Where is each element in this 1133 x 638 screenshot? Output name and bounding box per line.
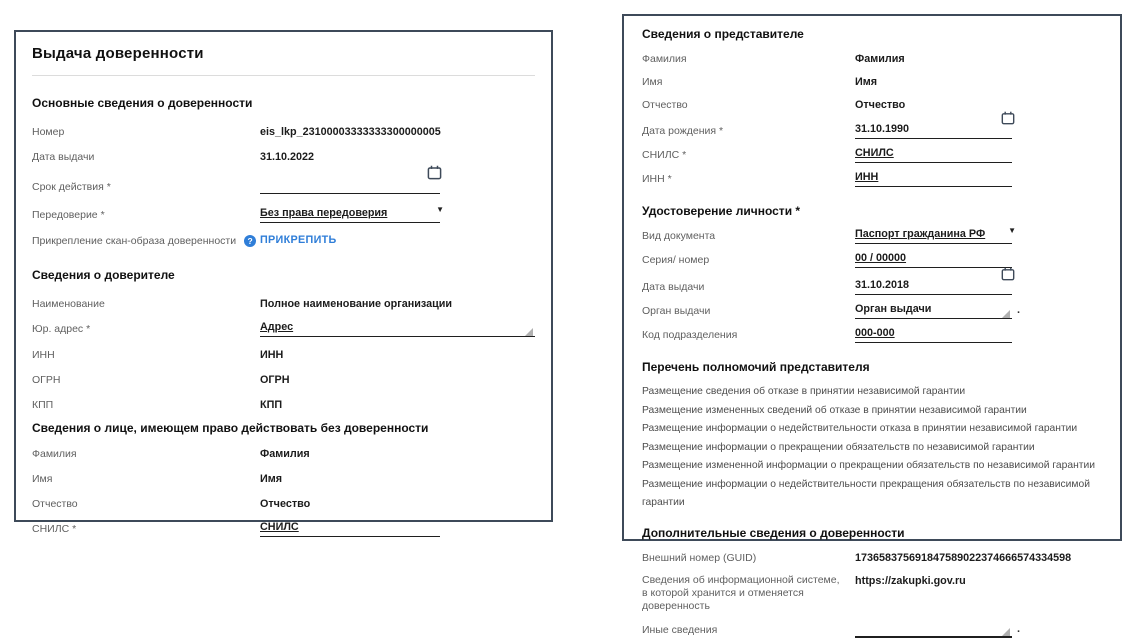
field-row-rep-inn — [642, 170, 1102, 187]
division-code-label: Код подразделения — [642, 329, 738, 341]
rep-firstname-value: Имя — [855, 76, 878, 88]
rep-surname-label: Фамилия — [642, 53, 687, 65]
field-row-rep-surname — [642, 50, 1102, 66]
field-row-ogrn — [32, 371, 535, 387]
issuing-authority-label: Орган выдачи — [642, 305, 711, 317]
chevron-down-icon[interactable]: ▼ — [436, 205, 444, 214]
power-of-attorney-issue-panel — [14, 30, 553, 535]
issue-date-label: Дата выдачи — [32, 151, 95, 163]
substitution-label: Передоверие * — [32, 209, 105, 221]
resize-handle-icon[interactable] — [525, 328, 533, 336]
trailing-dot: . — [1017, 622, 1021, 635]
field-row-validity — [32, 178, 535, 194]
field-row-guid — [642, 549, 1102, 565]
doc-issue-date-input[interactable]: 31.10.2018 — [855, 278, 1012, 295]
rep-firstname-label: Имя — [642, 76, 663, 88]
org-name-value: Полное наименование организации — [260, 298, 452, 310]
number-label: Номер — [32, 126, 65, 138]
doc-issue-date-label: Дата выдачи — [642, 281, 705, 293]
section-authorized-person: Сведения о лице, имеющем право действовать без доверенности — [32, 421, 429, 435]
power-item: Размещение сведения об отказе в принятии независимой гарантии — [642, 386, 966, 397]
rep-snils-label: СНИЛС * — [642, 149, 687, 161]
power-item: Размещение информации о недействительности отказа в принятии независимой гарантии — [642, 423, 1078, 434]
substitution-select[interactable]: Без права передоверия ▼ — [260, 206, 440, 223]
org-name-label: Наименование — [32, 298, 105, 310]
resize-handle-icon[interactable] — [1002, 628, 1010, 636]
section-main-info: Основные сведения о доверенности — [32, 96, 253, 110]
issue-date-value: 31.10.2022 — [260, 151, 315, 163]
number-value: eis_lkp_23100003333333300000005 — [260, 126, 441, 138]
field-row-issue-date — [32, 148, 535, 164]
field-row-firstname — [32, 470, 535, 486]
surname-value: Фамилия — [260, 448, 310, 460]
doc-type-select[interactable]: Паспорт гражданина РФ ▼ — [855, 227, 1012, 244]
powers-list — [642, 383, 1102, 513]
guid-value: 173658375691847589022374666574334598 — [855, 551, 1072, 564]
inn-value: ИНН — [260, 349, 284, 361]
doc-type-label: Вид документа — [642, 230, 716, 242]
kpp-value: КПП — [260, 399, 283, 411]
field-row-patronymic — [32, 495, 535, 511]
field-row-scan-attach — [32, 232, 535, 248]
firstname-value: Имя — [260, 473, 283, 485]
power-item: Размещение информации о недействительности прекращения обязательств по независимой гарантии — [642, 478, 1090, 508]
page-title: Выдача доверенности — [32, 45, 204, 62]
rep-snils-input[interactable]: СНИЛС — [855, 146, 1012, 163]
firstname-label: Имя — [32, 473, 53, 485]
help-icon[interactable]: ? — [244, 235, 256, 247]
field-row-series-number — [642, 251, 1102, 268]
other-info-textarea[interactable] — [855, 621, 1012, 638]
trailing-dot: . — [1017, 304, 1021, 316]
section-powers-list: Перечень полномочий представителя — [642, 360, 870, 374]
section-principal-info: Сведения о доверителе — [32, 268, 175, 282]
field-row-surname — [32, 445, 535, 461]
field-row-division-code — [642, 326, 1102, 343]
validity-date-input[interactable] — [260, 178, 440, 194]
other-info-label: Иные сведения — [642, 623, 718, 636]
power-item: Размещение измененных сведений об отказе в принятии независимой гарантии — [642, 404, 1027, 416]
legal-address-textarea[interactable]: Адрес — [260, 320, 535, 337]
ogrn-label: ОГРН — [32, 374, 61, 386]
power-item: Размещение измененной информации о прекращении обязательств по независимой гарантии — [642, 460, 1096, 471]
field-row-org-name — [32, 295, 535, 311]
representative-details-panel — [622, 14, 1122, 636]
field-row-rep-patronymic — [642, 96, 1102, 112]
section-representative: Сведения о представителе — [642, 27, 804, 41]
scan-attach-label: Прикрепление скан-образа доверенности ? — [32, 232, 260, 248]
inn-label: ИНН — [32, 349, 55, 361]
rep-surname-value: Фамилия — [855, 53, 905, 65]
attach-button[interactable]: ПРИКРЕПИТЬ — [260, 234, 337, 246]
rep-inn-label: ИНН * — [642, 173, 672, 185]
validity-label: Срок действия * — [32, 181, 111, 193]
kpp-label: КПП — [32, 399, 54, 411]
field-row-kpp — [32, 396, 535, 412]
field-row-rep-firstname — [642, 73, 1102, 89]
field-row-birth-date — [642, 122, 1102, 139]
guid-label: Внешний номер (GUID) — [642, 551, 757, 564]
surname-label: Фамилия — [32, 448, 77, 460]
patronymic-value: Отчество — [260, 498, 311, 510]
calendar-icon[interactable] — [427, 165, 442, 180]
field-row-substitution — [32, 206, 535, 223]
field-row-info-system — [642, 572, 1102, 613]
power-item: Размещение информации о прекращении обязательств по независимой гарантии — [642, 441, 1035, 453]
legal-address-label: Юр. адрес * — [32, 323, 91, 335]
title-divider — [32, 75, 535, 76]
division-code-input[interactable]: 000-000 — [855, 326, 1012, 343]
field-row-other-info — [642, 621, 1102, 638]
rep-patronymic-value: Отчество — [855, 99, 906, 111]
field-row-issuing-authority — [642, 302, 1102, 319]
field-row-doc-issue-date — [642, 278, 1102, 295]
rep-inn-input[interactable]: ИНН — [855, 170, 1012, 187]
series-number-label: Серия/ номер — [642, 254, 710, 266]
field-row-number — [32, 123, 535, 139]
chevron-down-icon[interactable]: ▼ — [1008, 226, 1016, 235]
series-number-input[interactable]: 00 / 00000 — [855, 251, 1012, 268]
calendar-icon[interactable] — [1001, 267, 1016, 282]
field-row-doc-type — [642, 227, 1102, 244]
patronymic-label: Отчество — [32, 498, 78, 510]
info-system-label: Сведения об информационной системе, в которой хранится и отменяется доверенность — [642, 573, 840, 612]
birth-date-input[interactable]: 31.10.1990 — [855, 122, 1012, 139]
field-row-rep-snils — [642, 146, 1102, 163]
section-additional-info: Дополнительные сведения о доверенности — [642, 525, 905, 540]
calendar-icon[interactable] — [1001, 111, 1016, 126]
field-row-snils — [32, 520, 535, 537]
snils-input[interactable]: СНИЛС — [260, 520, 440, 537]
field-row-legal-address — [32, 320, 535, 337]
section-identity-document: Удостоверение личности * — [642, 204, 801, 218]
resize-handle-icon[interactable] — [1002, 310, 1010, 318]
info-system-value: https://zakupki.gov.ru — [855, 574, 966, 587]
birth-date-label: Дата рождения * — [642, 125, 724, 137]
field-row-inn — [32, 346, 535, 362]
snils-label: СНИЛС * — [32, 523, 77, 535]
ogrn-value: ОГРН — [260, 374, 290, 386]
rep-patronymic-label: Отчество — [642, 99, 688, 111]
issuing-authority-textarea[interactable]: Орган выдачи — [855, 302, 1012, 319]
